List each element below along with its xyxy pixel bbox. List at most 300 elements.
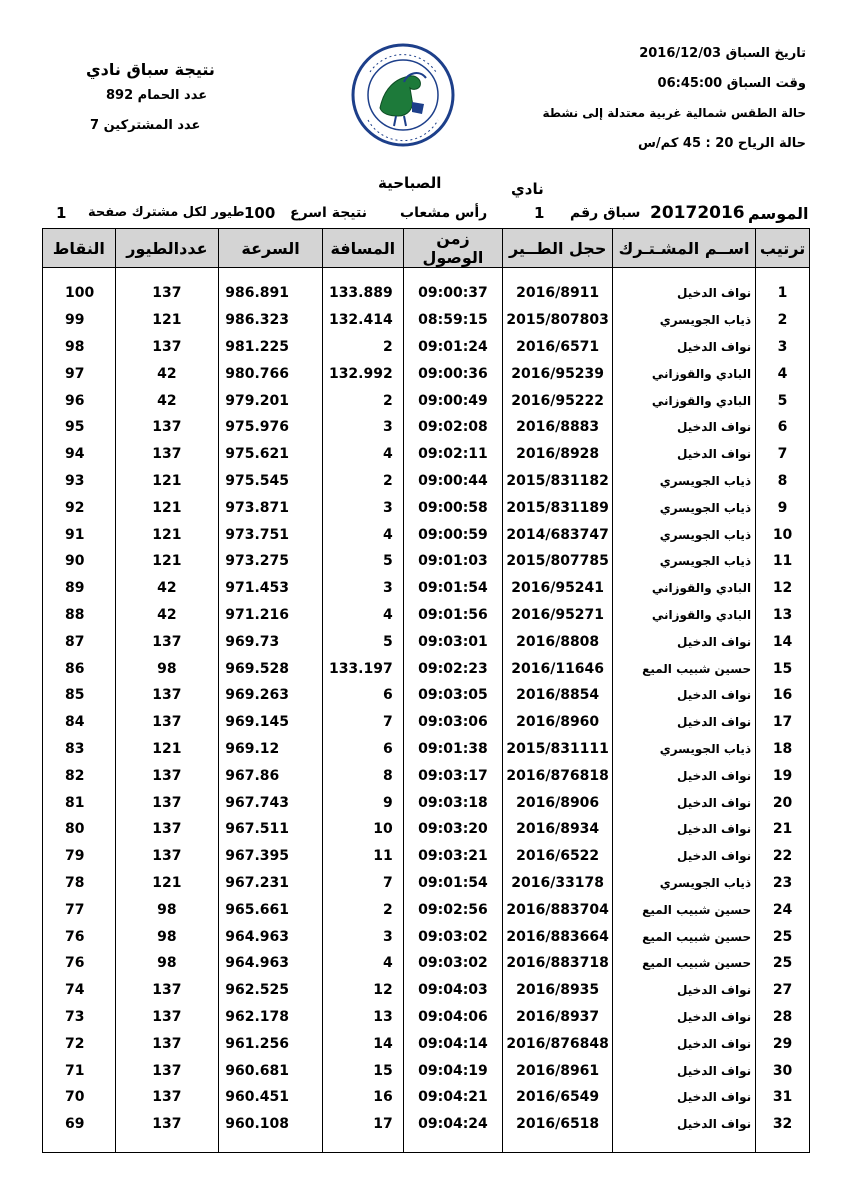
- table-row: [43, 1057, 810, 1084]
- cell-speed: 969.12: [219, 736, 323, 763]
- cell-rank: 22: [756, 843, 810, 870]
- table-row: [43, 655, 810, 682]
- cell-speed: 979.201: [219, 387, 323, 414]
- table-row: [43, 896, 810, 923]
- cell-rank: 12: [756, 575, 810, 602]
- table-row: [43, 575, 810, 602]
- cell-points: 99: [43, 307, 116, 334]
- cell-name: نواف الدخيل: [613, 709, 756, 736]
- table-row: [43, 307, 810, 334]
- cell-name: نواف الدخيل: [613, 682, 756, 709]
- cell-ring: 2016/8854: [503, 682, 613, 709]
- cell-arrival: 09:01:56: [403, 602, 503, 629]
- cell-rank: 20: [756, 789, 810, 816]
- cell-speed: 971.216: [219, 602, 323, 629]
- cell-ring: 2015/807803: [503, 307, 613, 334]
- cell-points: 93: [43, 468, 116, 495]
- club-name: الصباحية: [378, 174, 442, 192]
- cell-arrival: 09:00:49: [403, 387, 503, 414]
- cell-rank: 17: [756, 709, 810, 736]
- cell-distance: 7: [322, 709, 403, 736]
- cell-birds: 137: [115, 441, 219, 468]
- cell-birds: 137: [115, 268, 219, 307]
- table-row: [43, 923, 810, 950]
- cell-rank: 28: [756, 1004, 810, 1031]
- table-row: [43, 816, 810, 843]
- cell-points: 85: [43, 682, 116, 709]
- cell-birds: 137: [115, 334, 219, 361]
- cell-points: 92: [43, 494, 116, 521]
- cell-arrival: 09:02:11: [403, 441, 503, 468]
- cell-ring: 2016/883664: [503, 923, 613, 950]
- cell-distance: 2: [322, 468, 403, 495]
- cell-ring: 2014/683747: [503, 521, 613, 548]
- table-row: [43, 494, 810, 521]
- cell-rank: 21: [756, 816, 810, 843]
- cell-distance: 6: [322, 736, 403, 763]
- cell-speed: 975.976: [219, 414, 323, 441]
- cell-ring: 2015/831182: [503, 468, 613, 495]
- cell-birds: 42: [115, 602, 219, 629]
- weather-status: حالة الطقس شمالية غربية معتدلة إلى نشطة: [542, 106, 806, 120]
- cell-rank: 29: [756, 1030, 810, 1057]
- season-value: 20172016: [650, 203, 745, 223]
- cell-speed: 962.178: [219, 1004, 323, 1031]
- cell-speed: 960.108: [219, 1111, 323, 1152]
- cell-ring: 2016/6571: [503, 334, 613, 361]
- participants-count: عدد المشتركين 7: [90, 118, 201, 133]
- cell-points: 91: [43, 521, 116, 548]
- cell-rank: 31: [756, 1084, 810, 1111]
- cell-birds: 137: [115, 628, 219, 655]
- cell-ring: 2016/8937: [503, 1004, 613, 1031]
- cell-speed: 967.86: [219, 762, 323, 789]
- cell-distance: 3: [322, 494, 403, 521]
- race-number-value: 1: [534, 204, 545, 222]
- cell-speed: 967.395: [219, 843, 323, 870]
- cell-ring: 2016/95222: [503, 387, 613, 414]
- cell-speed: 965.661: [219, 896, 323, 923]
- table-row: [43, 1030, 810, 1057]
- cell-speed: 964.963: [219, 950, 323, 977]
- release-location: رأس مشعاب: [400, 205, 488, 221]
- cell-name: نواف الدخيل: [613, 1004, 756, 1031]
- cell-name: ذياب الجويسري: [613, 307, 756, 334]
- cell-ring: 2016/6549: [503, 1084, 613, 1111]
- cell-birds: 137: [115, 1004, 219, 1031]
- cell-points: 98: [43, 334, 116, 361]
- header-arrival: زمن الوصول: [403, 229, 503, 268]
- cell-points: 77: [43, 896, 116, 923]
- cell-birds: 137: [115, 789, 219, 816]
- cell-rank: 27: [756, 977, 810, 1004]
- header-distance: المسافة: [322, 229, 403, 268]
- cell-rank: 19: [756, 762, 810, 789]
- cell-birds: 137: [115, 816, 219, 843]
- cell-speed: 962.525: [219, 977, 323, 1004]
- cell-rank: 7: [756, 441, 810, 468]
- cell-distance: 10: [322, 816, 403, 843]
- cell-name: نواف الدخيل: [613, 268, 756, 307]
- table-row: [43, 843, 810, 870]
- cell-distance: 4: [322, 521, 403, 548]
- cell-points: 94: [43, 441, 116, 468]
- table-row: [43, 870, 810, 897]
- table-row: [43, 387, 810, 414]
- cell-distance: 4: [322, 602, 403, 629]
- cell-points: 74: [43, 977, 116, 1004]
- cell-ring: 2015/831111: [503, 736, 613, 763]
- cell-speed: 969.145: [219, 709, 323, 736]
- cell-birds: 98: [115, 950, 219, 977]
- cell-speed: 967.511: [219, 816, 323, 843]
- cell-points: 76: [43, 923, 116, 950]
- cell-speed: 969.73: [219, 628, 323, 655]
- cell-points: 88: [43, 602, 116, 629]
- cell-arrival: 09:01:54: [403, 870, 503, 897]
- cell-points: 71: [43, 1057, 116, 1084]
- header-ring: حجل الطــير: [503, 229, 613, 268]
- cell-ring: 2016/8934: [503, 816, 613, 843]
- cell-speed: 960.681: [219, 1057, 323, 1084]
- cell-arrival: 09:03:01: [403, 628, 503, 655]
- federation-logo: [350, 42, 456, 148]
- cell-distance: 14: [322, 1030, 403, 1057]
- cell-arrival: 09:02:56: [403, 896, 503, 923]
- cell-rank: 6: [756, 414, 810, 441]
- cell-speed: 967.231: [219, 870, 323, 897]
- cell-rank: 10: [756, 521, 810, 548]
- cell-name: نواف الدخيل: [613, 843, 756, 870]
- cell-distance: 8: [322, 762, 403, 789]
- cell-distance: 5: [322, 548, 403, 575]
- cell-rank: 13: [756, 602, 810, 629]
- header-name: اســم المشـتـرك: [613, 229, 756, 268]
- cell-name: نواف الدخيل: [613, 1084, 756, 1111]
- cell-points: 95: [43, 414, 116, 441]
- cell-birds: 42: [115, 575, 219, 602]
- cell-ring: 2015/807785: [503, 548, 613, 575]
- cell-name: نواف الدخيل: [613, 762, 756, 789]
- cell-arrival: 09:03:06: [403, 709, 503, 736]
- cell-distance: 11: [322, 843, 403, 870]
- cell-rank: 14: [756, 628, 810, 655]
- cell-ring: 2016/11646: [503, 655, 613, 682]
- cell-rank: 25: [756, 923, 810, 950]
- cell-points: 90: [43, 548, 116, 575]
- cell-birds: 137: [115, 414, 219, 441]
- cell-ring: 2016/95241: [503, 575, 613, 602]
- table-row: [43, 736, 810, 763]
- cell-rank: 11: [756, 548, 810, 575]
- cell-points: 72: [43, 1030, 116, 1057]
- cell-name: حسين شبيب الميع: [613, 950, 756, 977]
- cell-name: البادي والقوزاني: [613, 575, 756, 602]
- cell-arrival: 09:00:37: [403, 268, 503, 307]
- cell-rank: 23: [756, 870, 810, 897]
- table-row: [43, 682, 810, 709]
- table-row: [43, 521, 810, 548]
- cell-points: 81: [43, 789, 116, 816]
- cell-name: نواف الدخيل: [613, 816, 756, 843]
- table-row: [43, 414, 810, 441]
- cell-rank: 30: [756, 1057, 810, 1084]
- cell-birds: 121: [115, 548, 219, 575]
- cell-arrival: 09:01:54: [403, 575, 503, 602]
- cell-name: البادي والقوزاني: [613, 387, 756, 414]
- cell-name: نواف الدخيل: [613, 1057, 756, 1084]
- cell-speed: 969.528: [219, 655, 323, 682]
- cell-ring: 2016/8906: [503, 789, 613, 816]
- cell-speed: 975.545: [219, 468, 323, 495]
- cell-birds: 42: [115, 387, 219, 414]
- race-time: وقت السباق 06:45:00: [657, 76, 806, 91]
- cell-arrival: 09:01:38: [403, 736, 503, 763]
- cell-distance: 3: [322, 575, 403, 602]
- cell-arrival: 09:02:08: [403, 414, 503, 441]
- cell-rank: 32: [756, 1111, 810, 1152]
- table-row: [43, 789, 810, 816]
- cell-speed: 975.621: [219, 441, 323, 468]
- cell-birds: 137: [115, 709, 219, 736]
- cell-name: نواف الدخيل: [613, 977, 756, 1004]
- header-speed: السرعة: [219, 229, 323, 268]
- cell-ring: 2016/95271: [503, 602, 613, 629]
- cell-speed: 973.751: [219, 521, 323, 548]
- cell-ring: 2016/8911: [503, 268, 613, 307]
- table-header-row: [43, 229, 810, 268]
- table-row: [43, 468, 810, 495]
- table-row: [43, 548, 810, 575]
- cell-name: حسين شبيب الميع: [613, 923, 756, 950]
- cell-speed: 980.766: [219, 360, 323, 387]
- table-row: [43, 950, 810, 977]
- cell-distance: 5: [322, 628, 403, 655]
- cell-name: البادي والقوزاني: [613, 360, 756, 387]
- cell-name: نواف الدخيل: [613, 441, 756, 468]
- cell-ring: 2016/8928: [503, 441, 613, 468]
- cell-distance: 12: [322, 977, 403, 1004]
- cell-speed: 971.453: [219, 575, 323, 602]
- cell-birds: 137: [115, 1084, 219, 1111]
- cell-speed: 986.323: [219, 307, 323, 334]
- table-row: [43, 360, 810, 387]
- cell-arrival: 09:00:58: [403, 494, 503, 521]
- cell-birds: 121: [115, 468, 219, 495]
- cell-name: ذياب الجويسري: [613, 548, 756, 575]
- cell-birds: 121: [115, 494, 219, 521]
- cell-distance: 3: [322, 414, 403, 441]
- cell-rank: 24: [756, 896, 810, 923]
- table-row: [43, 977, 810, 1004]
- cell-arrival: 09:04:19: [403, 1057, 503, 1084]
- table-row: [43, 441, 810, 468]
- cell-distance: 15: [322, 1057, 403, 1084]
- cell-rank: 18: [756, 736, 810, 763]
- cell-rank: 15: [756, 655, 810, 682]
- cell-birds: 137: [115, 977, 219, 1004]
- cell-points: 96: [43, 387, 116, 414]
- cell-points: 69: [43, 1111, 116, 1152]
- cell-rank: 1: [756, 268, 810, 307]
- results-table: [42, 228, 810, 1153]
- cell-points: 70: [43, 1084, 116, 1111]
- birds-per-page-label: طيور لكل مشترك صفحة: [88, 205, 245, 220]
- cell-distance: 2: [322, 387, 403, 414]
- cell-speed: 960.451: [219, 1084, 323, 1111]
- cell-rank: 2: [756, 307, 810, 334]
- cell-birds: 121: [115, 521, 219, 548]
- cell-speed: 961.256: [219, 1030, 323, 1057]
- cell-name: حسين شبيب الميع: [613, 655, 756, 682]
- cell-arrival: 09:04:24: [403, 1111, 503, 1152]
- cell-speed: 986.891: [219, 268, 323, 307]
- cell-distance: 3: [322, 923, 403, 950]
- table-row: [43, 709, 810, 736]
- cell-name: ذياب الجويسري: [613, 468, 756, 495]
- table-row: [43, 602, 810, 629]
- cell-distance: 2: [322, 334, 403, 361]
- cell-distance: 4: [322, 950, 403, 977]
- cell-arrival: 09:01:03: [403, 548, 503, 575]
- cell-speed: 969.263: [219, 682, 323, 709]
- race-date: تاريخ السباق 2016/12/03: [639, 46, 806, 61]
- cell-ring: 2016/8935: [503, 977, 613, 1004]
- cell-points: 78: [43, 870, 116, 897]
- cell-arrival: 09:03:02: [403, 950, 503, 977]
- cell-name: حسين شبيب الميع: [613, 896, 756, 923]
- cell-arrival: 09:00:59: [403, 521, 503, 548]
- cell-points: 83: [43, 736, 116, 763]
- cell-name: ذياب الجويسري: [613, 494, 756, 521]
- cell-arrival: 09:03:02: [403, 923, 503, 950]
- cell-rank: 4: [756, 360, 810, 387]
- cell-birds: 121: [115, 307, 219, 334]
- cell-rank: 16: [756, 682, 810, 709]
- cell-name: ذياب الجويسري: [613, 870, 756, 897]
- season-label: الموسم: [748, 204, 809, 223]
- cell-ring: 2016/95239: [503, 360, 613, 387]
- cell-points: 73: [43, 1004, 116, 1031]
- table-row: [43, 1004, 810, 1031]
- cell-arrival: 09:04:14: [403, 1030, 503, 1057]
- cell-ring: 2016/6518: [503, 1111, 613, 1152]
- cell-distance: 2: [322, 896, 403, 923]
- cell-speed: 981.225: [219, 334, 323, 361]
- cell-birds: 121: [115, 870, 219, 897]
- cell-name: نواف الدخيل: [613, 1030, 756, 1057]
- table-row: [43, 334, 810, 361]
- cell-name: نواف الدخيل: [613, 334, 756, 361]
- cell-name: ذياب الجويسري: [613, 521, 756, 548]
- cell-distance: 132.414: [322, 307, 403, 334]
- cell-speed: 973.275: [219, 548, 323, 575]
- cell-rank: 9: [756, 494, 810, 521]
- cell-ring: 2016/876848: [503, 1030, 613, 1057]
- cell-points: 82: [43, 762, 116, 789]
- header-rank: ترتيب: [756, 229, 810, 268]
- cell-name: البادي والقوزاني: [613, 602, 756, 629]
- cell-name: نواف الدخيل: [613, 789, 756, 816]
- cell-ring: 2016/883704: [503, 896, 613, 923]
- result-title: نتيجة سباق نادي: [86, 60, 215, 79]
- cell-rank: 5: [756, 387, 810, 414]
- cell-rank: 8: [756, 468, 810, 495]
- cell-speed: 967.743: [219, 789, 323, 816]
- cell-points: 97: [43, 360, 116, 387]
- cell-distance: 6: [322, 682, 403, 709]
- cell-speed: 964.963: [219, 923, 323, 950]
- cell-distance: 16: [322, 1084, 403, 1111]
- cell-ring: 2016/8808: [503, 628, 613, 655]
- cell-points: 87: [43, 628, 116, 655]
- wind-status: حالة الرياح 20 : 45 كم/س: [637, 136, 806, 151]
- table-row: [43, 762, 810, 789]
- cell-arrival: 09:00:36: [403, 360, 503, 387]
- page-number: 1: [56, 204, 67, 222]
- cell-birds: 42: [115, 360, 219, 387]
- cell-ring: 2016/876818: [503, 762, 613, 789]
- cell-arrival: 09:03:18: [403, 789, 503, 816]
- cell-name: ذياب الجويسري: [613, 736, 756, 763]
- header-points: النقاط: [43, 229, 116, 268]
- cell-distance: 17: [322, 1111, 403, 1152]
- cell-rank: 25: [756, 950, 810, 977]
- cell-points: 84: [43, 709, 116, 736]
- cell-distance: 132.992: [322, 360, 403, 387]
- cell-points: 86: [43, 655, 116, 682]
- cell-distance: 133.889: [322, 268, 403, 307]
- cell-points: 79: [43, 843, 116, 870]
- cell-distance: 13: [322, 1004, 403, 1031]
- cell-ring: 2016/8960: [503, 709, 613, 736]
- cell-ring: 2016/6522: [503, 843, 613, 870]
- cell-points: 100: [43, 268, 116, 307]
- cell-speed: 973.871: [219, 494, 323, 521]
- cell-arrival: 09:02:23: [403, 655, 503, 682]
- fastest-count: 100: [244, 204, 276, 222]
- cell-name: نواف الدخيل: [613, 628, 756, 655]
- cell-distance: 9: [322, 789, 403, 816]
- cell-birds: 137: [115, 682, 219, 709]
- cell-ring: 2016/8961: [503, 1057, 613, 1084]
- cell-distance: 7: [322, 870, 403, 897]
- cell-rank: 3: [756, 334, 810, 361]
- cell-ring: 2016/8883: [503, 414, 613, 441]
- cell-birds: 121: [115, 736, 219, 763]
- cell-arrival: 09:03:21: [403, 843, 503, 870]
- table-row: [43, 268, 810, 307]
- cell-birds: 98: [115, 896, 219, 923]
- cell-arrival: 09:03:20: [403, 816, 503, 843]
- cell-birds: 137: [115, 1111, 219, 1152]
- fastest-label: نتيجة اسرع: [290, 205, 367, 221]
- cell-ring: 2016/883718: [503, 950, 613, 977]
- table-row: [43, 1084, 810, 1111]
- table-row: [43, 1111, 810, 1152]
- cell-ring: 2015/831189: [503, 494, 613, 521]
- cell-arrival: 09:04:03: [403, 977, 503, 1004]
- cell-points: 76: [43, 950, 116, 977]
- race-number-label: سباق رقم: [570, 205, 641, 221]
- header-birds: عددالطيور: [115, 229, 219, 268]
- cell-arrival: 09:03:05: [403, 682, 503, 709]
- cell-distance: 133.197: [322, 655, 403, 682]
- cell-arrival: 09:01:24: [403, 334, 503, 361]
- club-label: نادي: [511, 180, 544, 198]
- cell-ring: 2016/33178: [503, 870, 613, 897]
- cell-points: 80: [43, 816, 116, 843]
